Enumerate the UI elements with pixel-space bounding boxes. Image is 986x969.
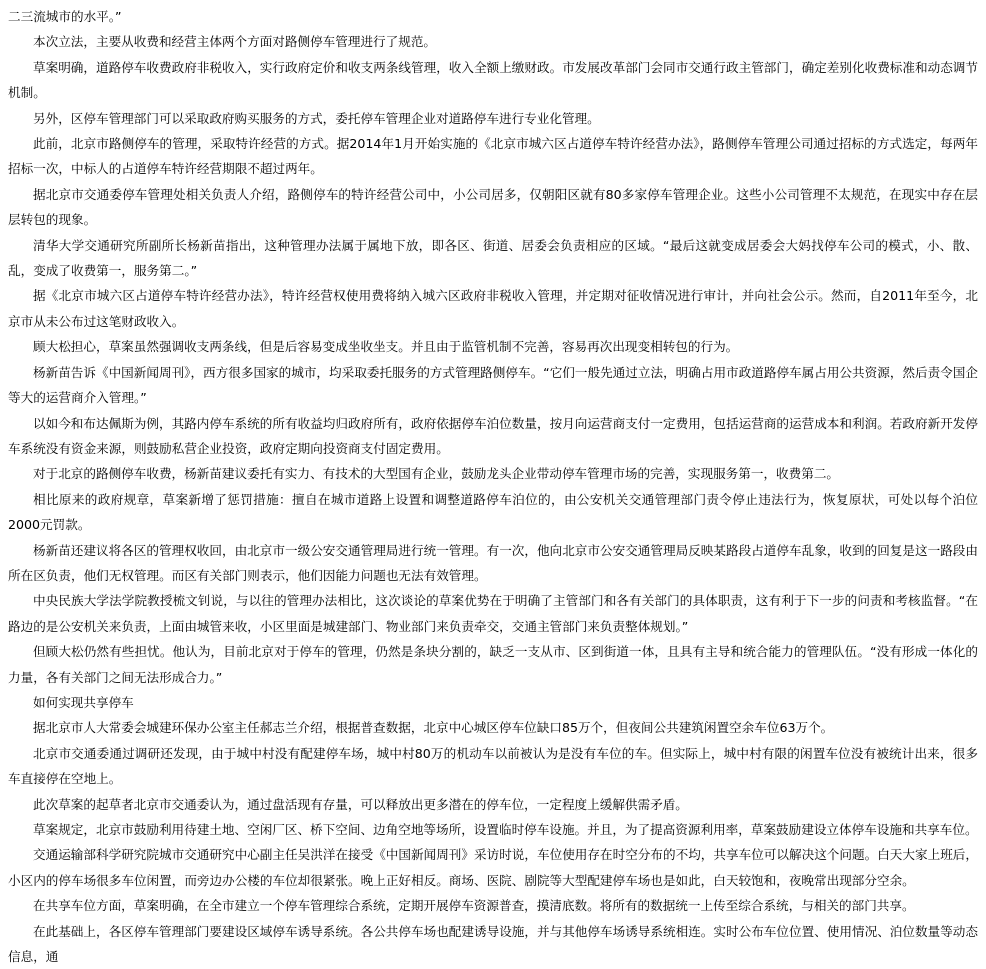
- paragraph: 以如今和布达佩斯为例，其路内停车系统的所有收益均归政府所有，政府依据停车泊位数量，按月向运营商支付一定费用，包括运营商的运营成本和利润。若政府新开发停车系统没有资金来源，则鼓励私营企业投资，政府定期向投资商支付固定费用。: [8, 415, 978, 456]
- paragraph: 据《北京市城六区占道停车特许经营办法》，特许经营权使用费将纳入城六区政府非税收入管理，并定期对征收情况进行审计，并向社会公示。然而，自2011年至今，北京市从未公布过这笔财政收入。: [8, 288, 978, 329]
- paragraph: 在共享车位方面，草案明确，在全市建立一个停车管理综合系统，定期开展停车资源普查，摸清底数。将所有的数据统一上传至综合系统，与相关的部门共享。: [33, 898, 915, 914]
- paragraph: 据北京市交通委停车管理处相关负责人介绍，路侧停车的特许经营公司中，小公司居多，仅朝阳区就有80多家停车管理企业。这些小公司管理不太规范，在现实中存在层层转包的现象。: [8, 186, 978, 228]
- paragraph: 据北京市人大常委会城建环保办公室主任郝志兰介绍，根据普查数据，北京中心城区停车位缺口85万个，但夜间公共建筑闲置空余车位63万个。: [33, 720, 834, 736]
- paragraph: 如何实现共享停车: [33, 694, 134, 710]
- paragraph: 另外，区停车管理部门可以采取政府购买服务的方式，委托停车管理企业对道路停车进行专业化管理。: [33, 110, 600, 126]
- paragraph: 杨新苗还建议将各区的管理权收回，由北京市一级公安交通管理局进行统一管理。有一次，他向北京市公安交通管理局反映某路段占道停车乱象，收到的回复是这一路段由所在区负责，他们无权管理。而区有关部门则表示，他们因能力问题也无法有效管理。: [8, 542, 978, 583]
- paragraph: 草案规定，北京市鼓励利用待建土地、空闲厂区、桥下空间、边角空地等场所，设置临时停车设施。并且，为了提高资源利用率，草案鼓励建设立体停车设施和共享车位。: [33, 822, 978, 837]
- paragraph: 对于北京的路侧停车收费，杨新苗建议委托有实力、有技术的大型国有企业，鼓励龙头企业带动停车管理市场的完善，实现服务第一，收费第二。: [33, 466, 839, 482]
- paragraph: 草案明确，道路停车收费政府非税收入，实行政府定价和收支两条线管理，收入全额上缴财政。市发展改革部门会同市交通行政主管部门，确定差别化收费标准和动态调节机制。: [8, 59, 978, 101]
- paragraph: 杨新苗告诉《中国新闻周刊》，西方很多国家的城市，均采取委托服务的方式管理路侧停车。“它们一般先通过立法，明确占用市政道路停车属占用公共资源，然后责令国企等大的运营商介入管理。”: [8, 364, 978, 406]
- paragraph: 但顾大松仍然有些担忧。他认为，目前北京对于停车的管理，仍然是条块分割的，缺乏一支从市、区到街道一体，且具有主导和统合能力的管理队伍。“没有形成一体化的力量，各有关部门之间无法形成合力。”: [8, 644, 978, 685]
- paragraph: 本次立法，主要从收费和经营主体两个方面对路侧停车管理进行了规范。: [33, 34, 436, 50]
- paragraph: 清华大学交通研究所副所长杨新苗指出，这种管理办法属于属地下放，即各区、街道、居委会负责相应的区域。“最后这就变成居委会大妈找停车公司的模式，小、散、乱，变成了收费第一，服务第二。”: [8, 237, 978, 279]
- paragraph: 中央民族大学法学院教授梳文钊说，与以往的管理办法相比，这次谈论的草案优势在于明确了主管部门和各有关部门的具体职责，这有利于下一步的问责和考核监督。“在路边的是公安机关来负责，上面由城管来收，小区里面是城建部门、物业部门来负责牵交，交通主管部门来负责整体规划。”: [8, 593, 978, 634]
- paragraph: 此次草案的起草者北京市交通委认为，通过盘活现有存量，可以释放出更多潜在的停车位，一定程度上缓解供需矛盾。: [33, 796, 688, 812]
- paragraph: 北京市交通委通过调研还发现，由于城中村没有配建停车场，城中村80万的机动车以前被认为是没有车位的车。但实际上，城中村有限的闲置车位没有被统计出来，很多车直接停在空地上。: [8, 745, 978, 787]
- paragraph: 二三流城市的水平。”: [8, 9, 122, 24]
- paragraph: 在此基础上，各区停车管理部门要建设区域停车诱导系统。各公共停车场也配建诱导设施，并与其他停车场诱导系统相连。实时公布车位位置、使用情况、泊位数量等动态信息，通: [8, 923, 978, 965]
- paragraph: 顾大松担心，草案虽然强调收支两条线，但是后容易变成坐收坐支。并且由于监管机制不完善，容易再次出现变相转包的行为。: [33, 339, 739, 355]
- paragraph: 交通运输部科学研究院城市交通研究中心副主任吴洪洋在接受《中国新闻周刊》采访时说，车位使用存在时空分布的不均，共享车位可以解决这个问题。白天大家上班后，小区内的停车场很多车位闲置，而旁边办公楼的车位却很紧张。晚上正好相反。商场、医院、剧院等大型配建停车场也是如此，白天较饱和，夜晚常出现部分空余。: [8, 847, 978, 888]
- paragraph: 此前，北京市路侧停车的管理，采取特许经营的方式。据2014年1月开始实施的《北京市城六区占道停车特许经营办法》，路侧停车管理公司通过招标的方式选定，每两年招标一次，中标人的占道停车特许经营期限不超过两年。: [8, 136, 978, 177]
- paragraph: 相比原来的政府规章，草案新增了惩罚措施：擅自在城市道路上设置和调整道路停车泊位的，由公安机关交通管理部门责令停止违法行为，恢复原状，可处以每个泊位2000元罚款。: [8, 491, 978, 533]
